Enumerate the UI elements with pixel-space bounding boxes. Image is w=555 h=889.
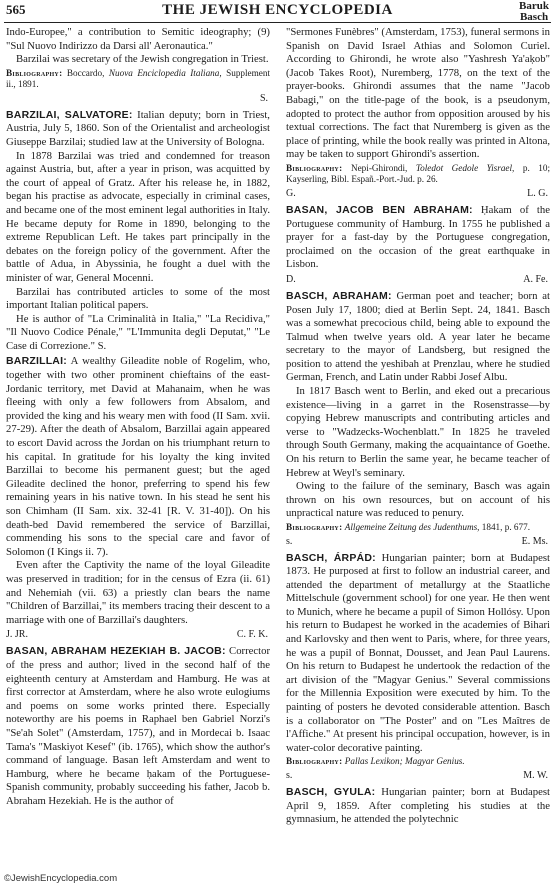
bibliography-title: Nuova Enciclopedia Italiana, [108, 67, 222, 78]
article-entry [286, 204, 550, 272]
bibliography-text: Nepi-Ghirondi, [350, 162, 416, 173]
entry-text: Hungarian painter; born at Budapest 1873. He purposed at first to follow an industrial career, and attended the department of metallurgy at the Staatliche Mittelschule (government school) for one year. He then went to Munich, where he became a pupil of Simon Hollósy. Upon his return to Budapest he worked in the academies of Bihari and Karlovsky and then went to Paris, where, for three years, he was a pupil of Bonnat, Dousset, and Jean Paul Laurens. On his return to Budapest he undertook the redaction of the art division of the "Magyar Genius." Several commissions for the Millennia Exposition were executed by him. To the painting of posters he devoted considerable attention. Basch is a collaborator on "The Poster" and on "Les Maîtres de l'Affiche." At present his principal occupation, however, is in water-color decorative painting. [286, 551, 550, 754]
bibliography [6, 68, 270, 91]
site-footer[interactable]: ©JewishEncyclopedia.com [4, 873, 118, 884]
guide-words [519, 1, 549, 23]
bibliography [286, 522, 550, 534]
article-entry [6, 645, 270, 808]
article-entry [6, 109, 270, 150]
bibliography-rest: Supplement ii., 1891. [6, 67, 271, 90]
article-entry [6, 355, 270, 559]
paragraph: He is author of "La Criminalità in Italia," "La Recidiva," "Il Nuovo Codice Pénale," "L'Immunita degli Deputat," "Le Case di Correzione." S. [6, 312, 270, 352]
headword: BASCH, ÁRPÁD: [286, 551, 376, 564]
bibliography-label: Bibliography: [6, 67, 63, 78]
bibliography-text: Boccardo, [66, 67, 109, 78]
signature-right: L. G. [527, 187, 548, 199]
signature-right: S. [259, 92, 268, 104]
paragraph: Indo-Europee," a contribution to Semitic ideography; (9) "Sul Nuovo Indirizzo da Darsi all' Aeronautica." [6, 26, 270, 52]
signature-line [286, 769, 550, 783]
signature-line [286, 535, 550, 549]
signature-left: J. JR. [6, 629, 28, 641]
headword: BARZILAI, SALVATORE: [6, 108, 133, 121]
entry-text: Corrector of the press and author; lived in the second half of the eighteenth century at Amsterdam and Hamburg. He was at first corrector at Amsterdam, where he also wrote eulogiums and poems on some works printed there. Especially noteworthy are his poems in Raphael ben Gabriel Norzi's "Se'ah Solet" (Amsterdam, 1757), and in Mordecai b. Isaac Tama's "Maskiyot Kesef" (ib. 1765), which show the author's command of language. Basan left Amsterdam and went to Hamburg, where he became ḥakam of the Portuguese-Spanish community, probably succeeding his father, Jacob b. Abraham Hezekiah. He is the author of [6, 645, 271, 807]
signature-right: M. W. [523, 769, 548, 781]
bibliography-label: Bibliography: [286, 522, 343, 532]
signature-left: D. [286, 273, 296, 285]
headword: BASCH, ABRAHAM: [286, 289, 392, 302]
page-number: 565 [6, 2, 26, 17]
bibliography-label: Bibliography: [286, 756, 343, 767]
bibliography-title: Allgemeine Zeitung des Judenthums, [344, 522, 480, 532]
entry-text: German poet and teacher; born at Posen July 17, 1800; died at Berlin Sept. 24, 1841. Basch was a somewhat precocious child, being able to expound the Talmud when twelve years old. A year later he became secretary to the mayor of Landsberg, but resigned the position to attend the yeshibah at Prenzlau, where he studied German, French, and Latin under Rabbi Josef Albu. [286, 289, 550, 384]
entry-text: Hungarian painter; born at Budapest April 9, 1859. After completing his studies at the gymnasium, he attended the polytechnic [286, 785, 550, 826]
entry-text: Italian deputy; born in Triest, Austria, July 5, 1860. Son of the Orientalist and archeologist Giuseppe Barzilai; studied law at the University of Bologna. [6, 108, 270, 148]
bibliography-label: Bibliography: [286, 162, 343, 173]
bibliography-rest: 1841, p. 677. [479, 522, 530, 532]
headword: BASCH, GYULA: [286, 785, 376, 798]
header-rule [4, 22, 551, 23]
signature-line [6, 92, 270, 106]
guide-word-top: Baruk [519, 0, 549, 12]
paragraph: Even after the Captivity the name of the loyal Gileadite was preserved in tradition; for in the census of Ezra (ii. 61) and Nehemiah (vii. 63) a priestly clan bears the name "Children of Barzillai," its members tracing their descent to a marriage with one of Barzillai's daughters. [6, 559, 270, 626]
signature-left: s. [286, 769, 293, 781]
signature-right: E. Ms. [521, 535, 548, 547]
entry-text: A wealthy Gileadite noble of Rogelim, who, together with two other prominent chieftains of the east-Jordanic territory, met David at Mahanaim, when he was fleeing with only a few followers from Absalom, and provided the king and his weary men with food (II Sam. xvii. 27-29). After the death of Absalom, Barzillai again appeared to escort David across the Jordan on his triumphant return to his capital. In gratitude for his loyalty the king invited Barzillai to become his permanent guest; but the aged Gileadite declined the honor, preferring to spend his few remaining years in his native town. In his stead he sent his son Chimham (II Sam. xix. 32-41 [R. V. 31-40]). On his death-bed David remembered the service of Barzillai, commending his sons to the special care and favor of Solomon (I Kings ii. 7). [6, 355, 270, 558]
signature-line [6, 628, 270, 642]
article-entry [286, 290, 550, 385]
article-entry [286, 552, 550, 756]
paragraph: Barzilai has contributed articles to some of the most important Italian political papers. [6, 285, 270, 312]
bibliography-rest: p. 10; Kayserling, Bibl. Españ.-Port.-Jud. p. 26. [286, 162, 551, 185]
right-column [286, 26, 550, 827]
paragraph: "Sermones Funèbres" (Amsterdam, 1753), funeral sermons in Spanish on David Israel Athias and Solomon Curiel. According to Ghirondi, he wrote also "Yashresh Ya'aḳob" (Jacob Takes Root), Nuremberg, 1778, on the text of the prayer-books. Ghirondi assumes that the name "Jacob Babagi," on the title-page of the book, is a pseudonym, adopted to protect the author from opposition aroused by his textual corrections. The fact that Nuremberg is given as the place of printing, while the book really was printed in Altona, may be taken to support Ghirondi's assertion. [286, 26, 550, 161]
headword: BASAN, ABRAHAM HEZEKIAH B. JACOB: [6, 645, 226, 658]
entry-text: Ḥakam of the Portuguese community of Hamburg. In 1755 he published a prayer for a fast-day by the Portuguese congregation, proclaimed on the occasion of the great earthquake in Lisbon. [286, 203, 550, 271]
left-column [6, 26, 270, 808]
paragraph: Owing to the failure of the seminary, Basch was again thrown on his own resources, but on account of his unpractical nature was reduced to penury. [286, 480, 550, 520]
paragraph: In 1878 Barzilai was tried and condemned for treason against Austria, but, after a year in prison, was acquitted by the court of appeal of Gratz. After his release he, in 1882, began his practise as advocate, especially in criminal cases, and became one of the most eminent legal authorities in Italy. He became deputy for Rome in 1890, belonging to the extreme Republican Left. He takes part principally in the debates on the foreign policy of the government. After the battle of Adua, in Abyssinia, he fought a duel with the minister of war, General Mocenni. [6, 149, 270, 284]
signature-right: C. F. K. [236, 629, 268, 641]
signature-left: s. [286, 535, 293, 547]
bibliography-title: Pallas Lexikon; Magyar Genius. [344, 756, 465, 767]
paragraph: In 1817 Basch went to Berlin, and eked out a precarious existence—living in a garret in the Rosenstrasse—by copying Hebrew manuscripts and contributing articles and verse to "Wadzecks-Wochenblatt." In 1825 he traveled through South Germany, making the acquaintance of Goethe. On his return to Berlin the same year, he became teacher of Hebrew at Weyl's seminary. [286, 385, 550, 479]
bibliography [286, 163, 550, 186]
running-title: THE JEWISH ENCYCLOPEDIA [162, 2, 393, 18]
signature-right: A. Fe. [523, 273, 548, 285]
signature-line [286, 187, 550, 201]
signature-left: G. [286, 187, 296, 199]
guide-word-bottom: Basch [519, 11, 549, 23]
article-entry [286, 786, 550, 827]
paragraph: Barzilai was secretary of the Jewish congregation in Triest. [16, 53, 269, 66]
bibliography-title: Toledot Gedole Yisrael, [415, 162, 515, 173]
signature-line [286, 273, 550, 287]
headword: BASAN, JACOB BEN ABRAHAM: [286, 203, 473, 216]
headword: BARZILLAI: [6, 355, 67, 368]
bibliography [286, 756, 550, 768]
